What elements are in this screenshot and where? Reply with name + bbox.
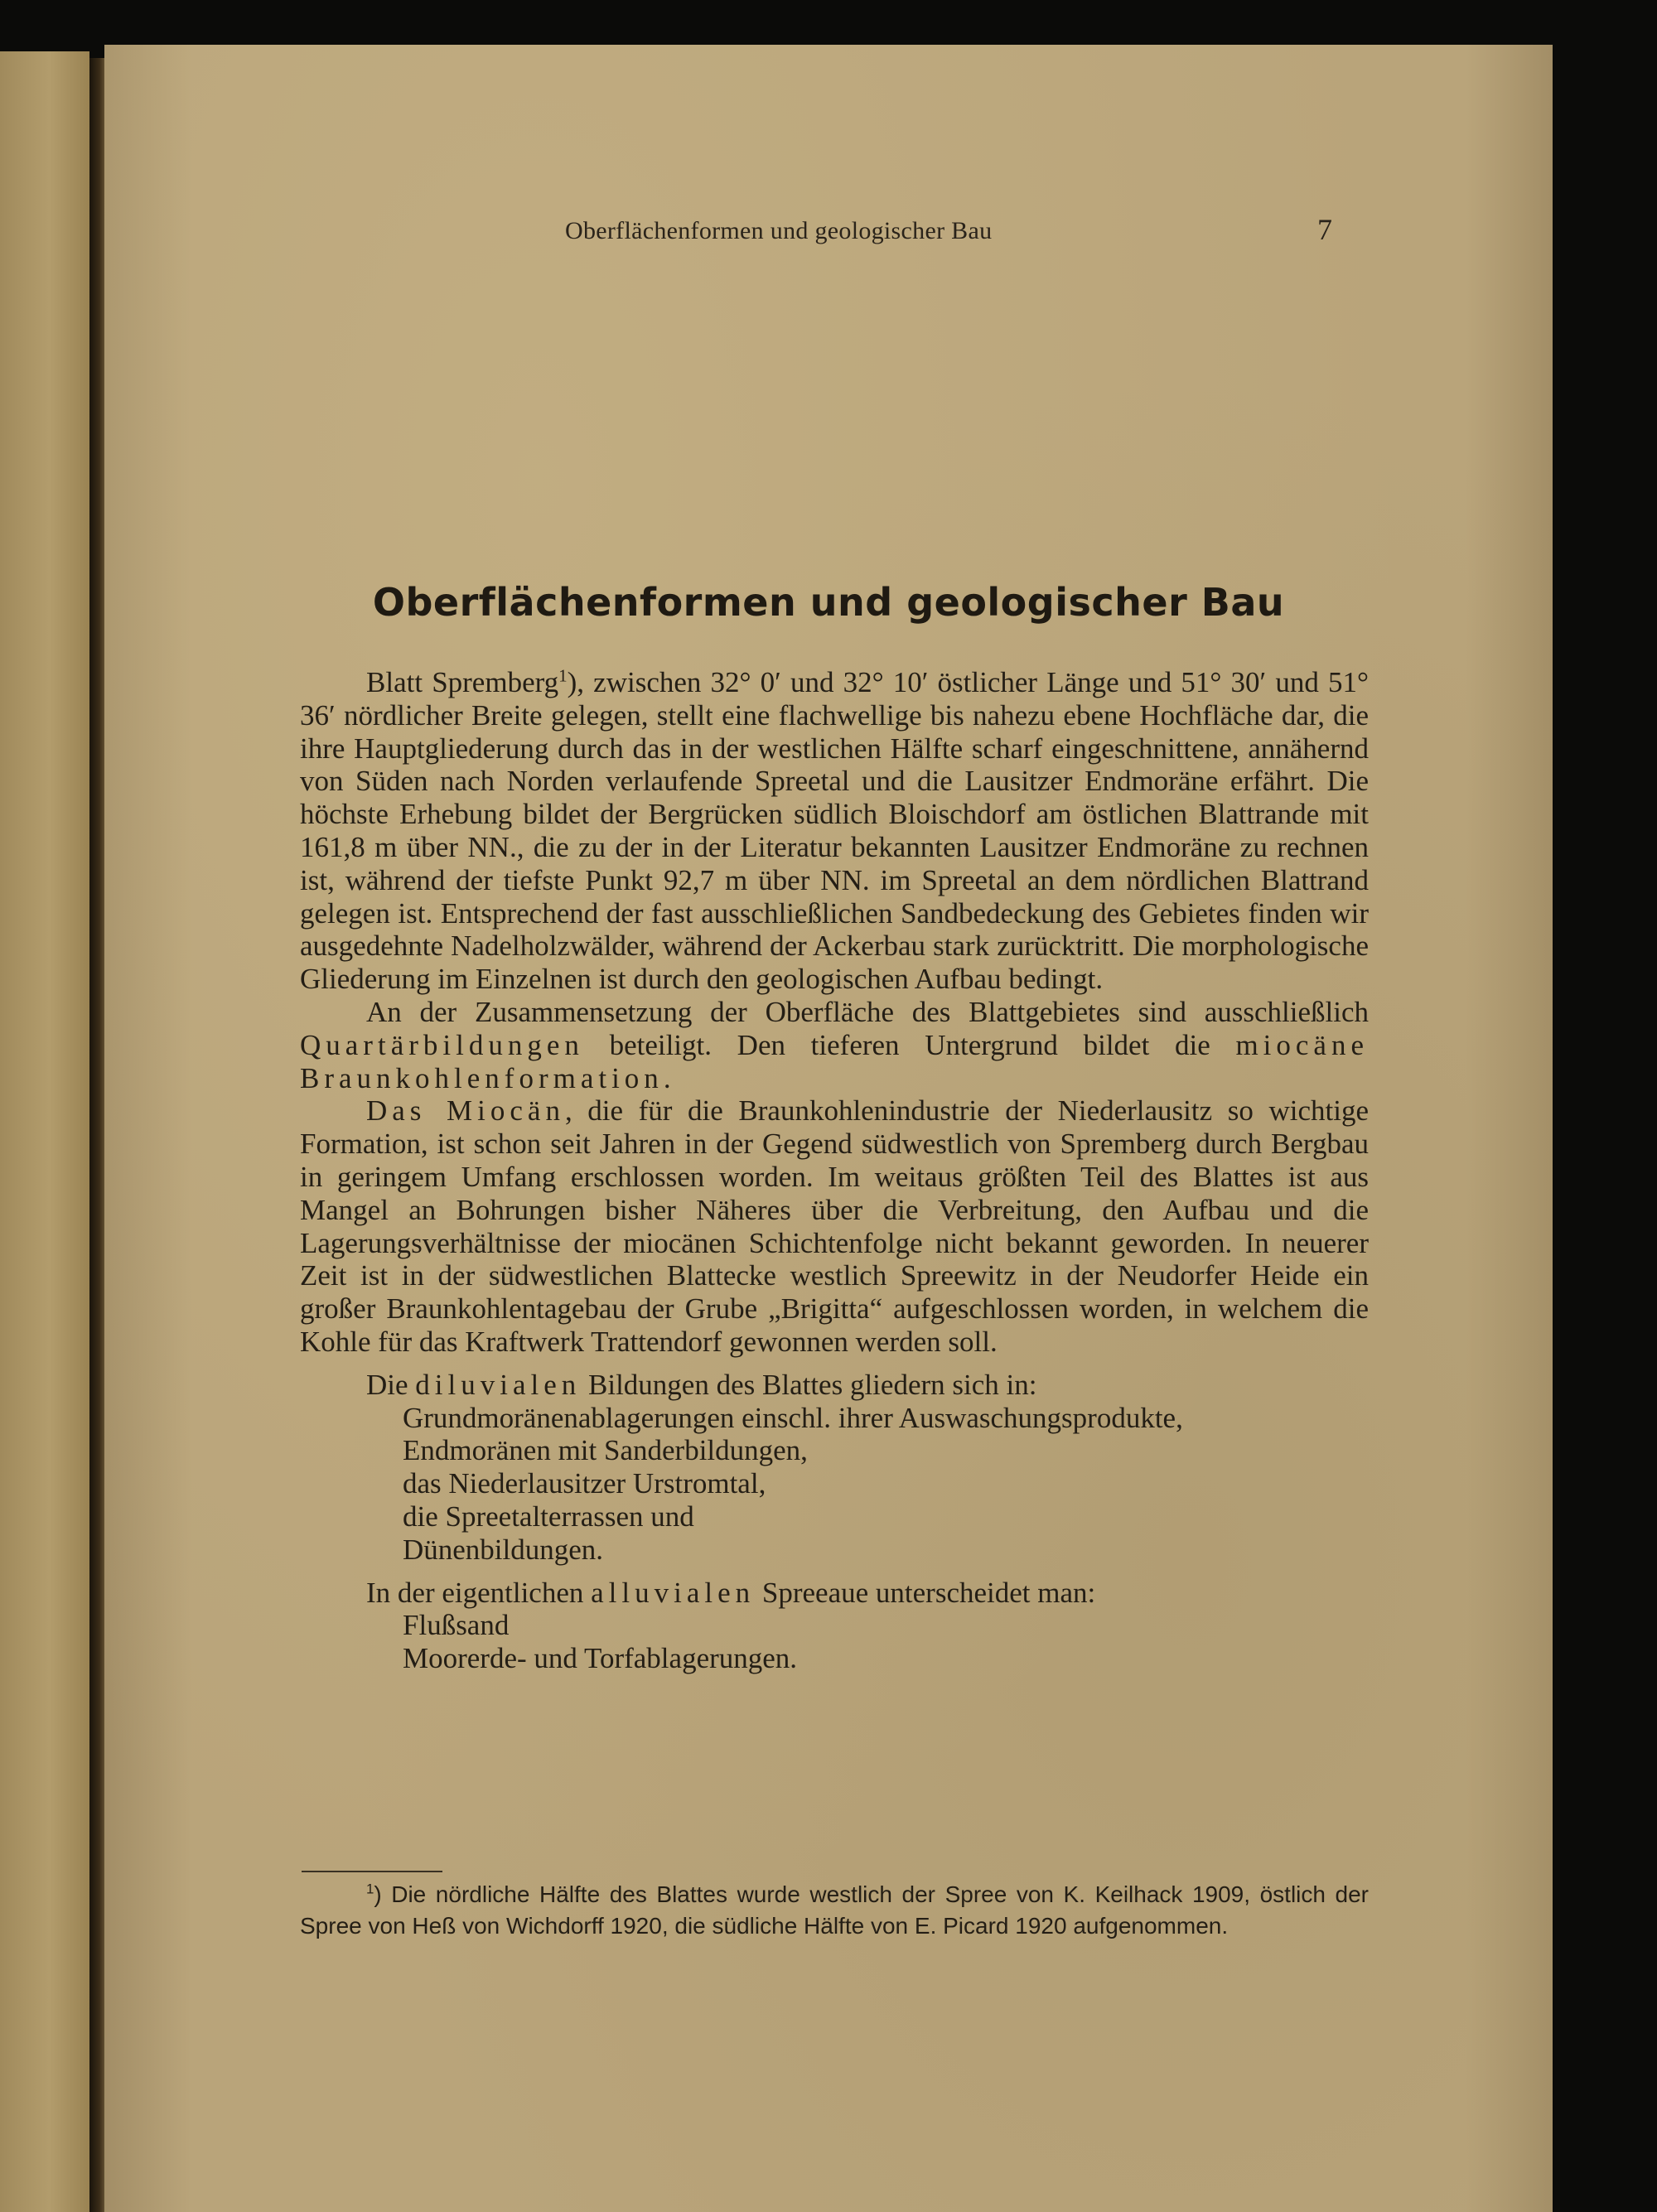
- paragraph-1-rest: ), zwischen 32° 0′ und 32° 10′ östlicher Länge und 51° 30′ und 51° 36′ nördlicher Breite gelegen, stellt eine flachwellige bis nahezu ebene Hochfläche dar, die ihre Hauptgliederung durch das in der westlichen Hälfte scharf eingeschnittene, annähernd von Süden nach Norden verlaufende Spreetal und die Lausitzer Endmoräne erfährt. Die höchste Erhebung bildet der Bergrücken südlich Bloischdorf am östlichen Blattrande mit 161,8 m über NN., die zu der in der Literatur bekannten Lausitzer Endmoräne zu rechnen ist, während der tiefste Punkt 92,7 m über NN. im Spreetal an dem nördlichen Blattrand gelegen ist. Entsprechend der fast ausschließlichen Sandbedeckung des Gebietes finden wir ausgedehnte Nadelholzwälder, während der Ackerbau stark zurücktritt. Die morphologische Gliederung im Einzelnen ist durch den geologischen Aufbau bedingt.: [300, 666, 1369, 996]
- paragraph-3-text: , die für die Braunkohlenindustrie der Niederlausitz so wichtige Formation, ist schon seit Jahren in der Gegend südwestlich von Spremberg durch Bergbau in geringem Umfang erschlossen worden. Im weitaus größten Teil des Blattes ist aus Mangel an Bohrungen bisher Näheres über die Verbreitung, den Aufbau und die Lagerungsverhältnisse der miocänen Schichtenfolge nicht bekannt geworden. In neuerer Zeit ist in der südwestlichen Blattecke westlich Spreewitz in der Neudorfer Heide ein großer Braunkohlentagebau der Grube „Brigitta“ aufgeschlossen worden, in welchem die Kohle für das Kraftwerk Trattendorf gewonnen werden soll.: [300, 1094, 1369, 1358]
- book-page: [104, 45, 1553, 2212]
- paragraph-5: [300, 1577, 1369, 1610]
- spaced-term-miocaen: miocäne Braunkohlenformation: [300, 1028, 1370, 1094]
- alluvial-list: [300, 1609, 1369, 1675]
- paragraph-1-start: Blatt Spremberg: [366, 666, 559, 698]
- paragraph-5-start: In der eigentlichen: [366, 1576, 584, 1609]
- footnote-marker: 1: [366, 1881, 374, 1897]
- paragraph-4-start: Die: [366, 1368, 408, 1401]
- paragraph-2-start: An der Zusammensetzung der Oberfläche des Blattgebietes sind ausschließlich: [366, 995, 1369, 1028]
- paragraph-4: [300, 1369, 1369, 1402]
- section-title: Oberflächenformen und geologischer Bau: [372, 580, 1285, 625]
- diluvial-list: [300, 1402, 1369, 1567]
- running-head: Oberflächenformen und geologischer Bau: [565, 217, 993, 244]
- book-gutter: [89, 58, 106, 2212]
- footnote: [300, 1879, 1369, 1942]
- spaced-term-miocaen-heading: Das Miocän: [366, 1094, 565, 1128]
- list-item: Moorerde- und Torfablagerungen.: [403, 1642, 798, 1675]
- page-number: 7: [1317, 213, 1332, 246]
- footnote-text: ) Die nördliche Hälfte des Blattes wurde westlich der Spree von K. Keilhack 1909, östlich der Spree von Heß von Wichdorff 1920, die südliche Hälfte von E. Picard 1920 aufgenommen.: [300, 1881, 1369, 1939]
- paragraph-3: [300, 1094, 1369, 1358]
- body-text: [300, 666, 1369, 1675]
- list-item: die Spreetalterrassen und: [403, 1500, 694, 1533]
- list-item: Grundmoränenablagerungen einschl. ihrer Auswaschungsprodukte,: [403, 1401, 1183, 1434]
- facing-page-edge: [0, 51, 89, 2212]
- paragraph-2-end: .: [663, 1061, 671, 1094]
- paragraph-4-end: Bildungen des Blattes gliedern sich in:: [588, 1368, 1037, 1401]
- list-item: Flußsand: [403, 1609, 510, 1642]
- paragraph-5-end: Spreeaue unterscheidet man:: [761, 1576, 1096, 1609]
- paragraph-2: [300, 996, 1369, 1094]
- footnote-ref: 1: [558, 665, 568, 686]
- footnote-divider: [302, 1871, 442, 1872]
- spaced-term-alluvial: alluvialen: [591, 1576, 756, 1609]
- paragraph-2-mid: beteiligt. Den tieferen Untergrund bildet die: [609, 1028, 1210, 1061]
- list-item: das Niederlausitzer Urstromtal,: [403, 1467, 766, 1500]
- list-item: Endmoränen mit Sanderbildungen,: [403, 1434, 808, 1467]
- spaced-term-quartaer: Quartärbildungen: [300, 1028, 584, 1061]
- spaced-term-diluvial: diluvialen: [415, 1368, 582, 1401]
- list-item: Dünenbildungen.: [403, 1533, 604, 1566]
- paragraph-1: [300, 666, 1369, 996]
